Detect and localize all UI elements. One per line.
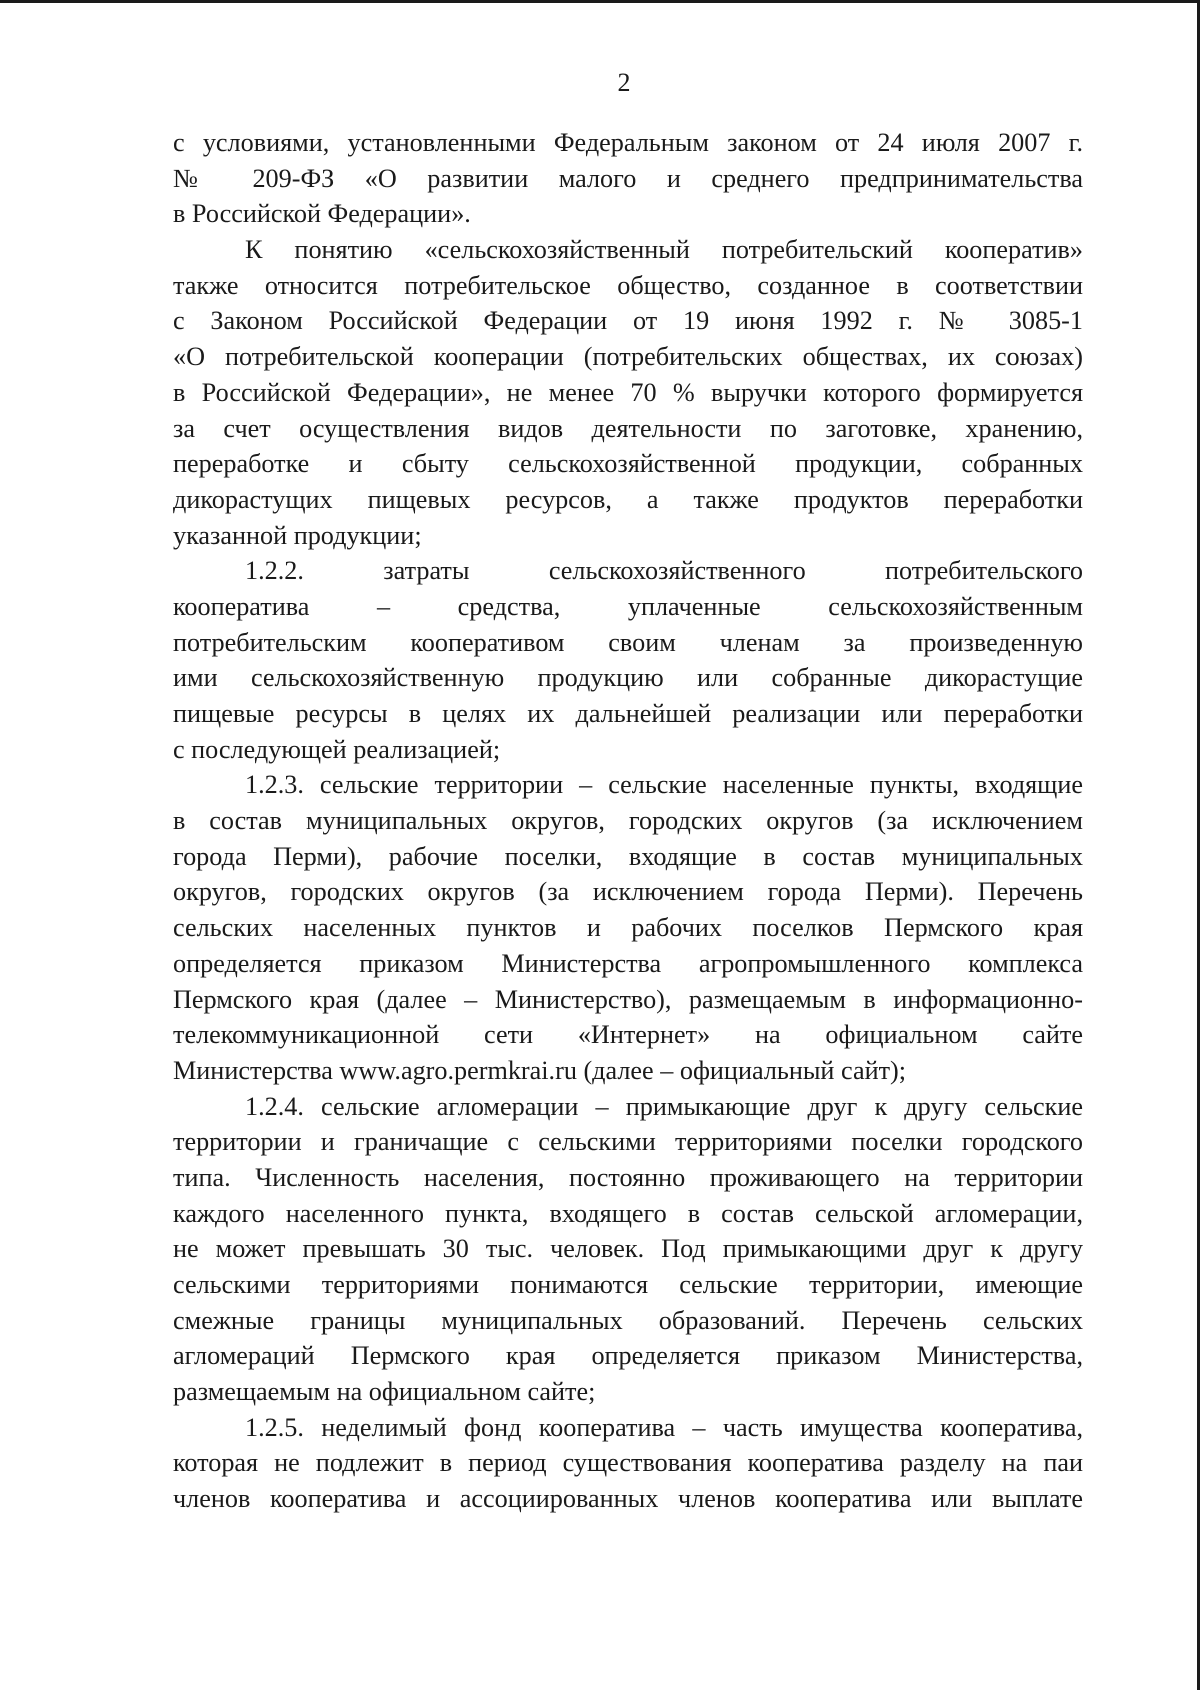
text-line: 1.2.3. сельские территории – сельские населенные пункты, входящие bbox=[245, 770, 1083, 800]
text-line: телекоммуникационной сети «Интернет» на официальном сайте bbox=[173, 1020, 1083, 1050]
text-line: с Законом Российской Федерации от 19 июня 1992 г. № 3085-1 bbox=[173, 306, 1083, 336]
text-line: потребительским кооперативом своим членам за произведенную bbox=[173, 627, 1083, 657]
text-line: также относится потребительское общество, созданное в соответствии bbox=[173, 270, 1083, 300]
text-line: в Российской Федерации», не менее 70 % выручки которого формируется bbox=[173, 377, 1083, 407]
text-line: Пермского края (далее – Министерство), размещаемым в информационно- bbox=[173, 984, 1083, 1014]
text-line: пищевые ресурсы в целях их дальнейшей реализации или переработки bbox=[173, 699, 1083, 728]
text-line: 1.2.4. сельские агломерации – примыкающие друг к другу сельские bbox=[245, 1091, 1083, 1121]
text-line: типа. Численность населения, постоянно проживающего на территории bbox=[173, 1162, 1083, 1192]
text-line: членов кооператива и ассоциированных членов кооператива или выплате bbox=[173, 1484, 1083, 1514]
text-line: размещаемым на официальном сайте; bbox=[173, 1377, 596, 1407]
text-line: дикорастущих пищевых ресурсов, а также продуктов переработки bbox=[173, 484, 1083, 514]
text-line: кооператива – средства, уплаченные сельскохозяйственным bbox=[173, 591, 1083, 621]
text-line: К понятию «сельскохозяйственный потребительский кооператив» bbox=[245, 235, 1083, 265]
text-line: Министерства www.agro.permkrai.ru (далее – официальный сайт); bbox=[173, 1055, 907, 1085]
scan-edge-top bbox=[0, 0, 1200, 3]
text-line: с последующей реализацией; bbox=[173, 734, 501, 764]
text-line: сельскими территориями понимаются сельские территории, имеющие bbox=[173, 1270, 1083, 1299]
text-line: определяется приказом Министерства агропромышленного комплекса bbox=[173, 948, 1083, 978]
text-line: сельских населенных пунктов и рабочих поселков Пермского края bbox=[173, 913, 1083, 943]
text-line: территории и граничащие с сельскими территориями поселки городского bbox=[173, 1127, 1083, 1157]
text-line: № 209-ФЗ «О развитии малого и среднего предпринимательства bbox=[173, 163, 1083, 193]
text-line: 1.2.2. затраты сельскохозяйственного потребительского bbox=[245, 556, 1083, 586]
text-line: «О потребительской кооперации (потребительских обществах, их союзах) bbox=[173, 342, 1083, 372]
text-line: каждого населенного пункта, входящего в состав сельской агломерации, bbox=[173, 1198, 1083, 1228]
text-line: которая не подлежит в период существования кооператива разделу на паи bbox=[173, 1448, 1083, 1478]
text-line: агломераций Пермского края определяется приказом Министерства, bbox=[173, 1341, 1083, 1371]
text-line: за счет осуществления видов деятельности по заготовке, хранению, bbox=[173, 413, 1083, 443]
text-line: переработке и сбыту сельскохозяйственной продукции, собранных bbox=[173, 449, 1083, 479]
text-line: смежные границы муниципальных образований. Перечень сельских bbox=[173, 1305, 1083, 1335]
text-line: с условиями, установленными Федеральным законом от 24 июля 2007 г. bbox=[173, 128, 1083, 157]
text-line: округов, городских округов (за исключением города Перми). Перечень bbox=[173, 877, 1083, 907]
text-line: ими сельскохозяйственную продукцию или собранные дикорастущие bbox=[173, 663, 1083, 693]
text-line: указанной продукции; bbox=[173, 520, 422, 550]
text-line: города Перми), рабочие поселки, входящие в состав муниципальных bbox=[173, 841, 1083, 871]
page-number: 2 bbox=[617, 68, 631, 97]
document-body bbox=[173, 125, 1083, 1517]
text-line: 1.2.5. неделимый фонд кооператива – часть имущества кооператива, bbox=[245, 1412, 1083, 1442]
text-line: в Российской Федерации». bbox=[173, 199, 471, 229]
text-line: в состав муниципальных округов, городских округов (за исключением bbox=[173, 806, 1083, 836]
text-line: не может превышать 30 тыс. человек. Под примыкающими друг к другу bbox=[173, 1234, 1083, 1264]
